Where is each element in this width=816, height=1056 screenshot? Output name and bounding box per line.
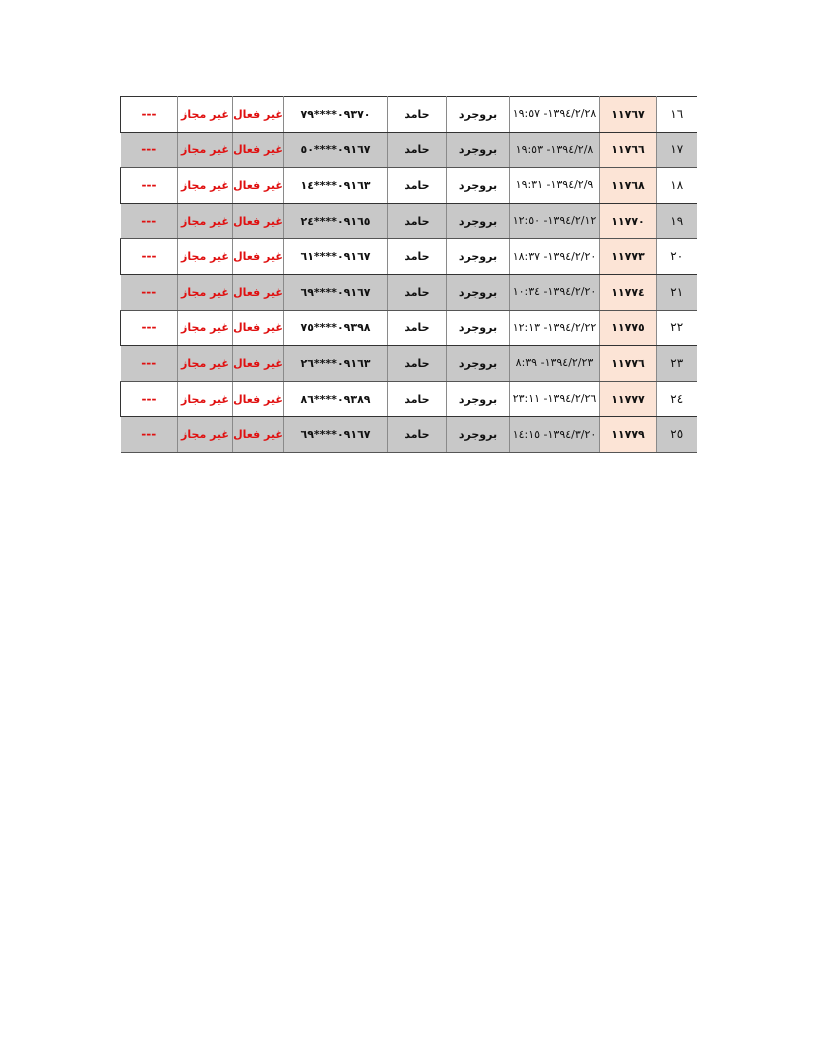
datetime-cell: ١٣٩٤/٢/٢٣- ٨:٣٩ [510, 346, 600, 382]
code-cell: ١١٧٧٩ [600, 417, 657, 453]
phone-cell: ٠٩١٦٧****٦١ [284, 239, 388, 275]
extra-cell: --- [121, 239, 178, 275]
row-index-cell: ٢٥ [657, 417, 697, 453]
table-row [121, 417, 697, 453]
city-cell: بروجرد [447, 132, 510, 168]
datetime-cell: ١٣٩٤/٢/٢٢- ١٢:١٣ [510, 310, 600, 346]
extra-cell: --- [121, 203, 178, 239]
records-table [120, 96, 697, 453]
code-cell: ١١٧٧٥ [600, 310, 657, 346]
permit-status-cell: غير مجاز [178, 417, 233, 453]
code-cell: ١١٧٦٨ [600, 168, 657, 204]
city-cell: بروجرد [447, 239, 510, 275]
datetime-cell: ١٣٩٤/٢/٩- ١٩:٣١ [510, 168, 600, 204]
datetime-cell: ١٣٩٤/٢/١٢- ١٢:٥٠ [510, 203, 600, 239]
permit-status-cell: غير مجاز [178, 132, 233, 168]
active-status-cell: غير فعال [233, 239, 284, 275]
phone-cell: ٠٩٣٩٨****٧٥ [284, 310, 388, 346]
name-cell: حامد [388, 239, 447, 275]
table-row [121, 381, 697, 417]
permit-status-cell: غير مجاز [178, 381, 233, 417]
code-cell: ١١٧٧٠ [600, 203, 657, 239]
name-cell: حامد [388, 168, 447, 204]
extra-cell: --- [121, 417, 178, 453]
name-cell: حامد [388, 274, 447, 310]
code-cell: ١١٧٧٤ [600, 274, 657, 310]
row-index-cell: ١٦ [657, 97, 697, 133]
datetime-cell: ١٣٩٤/٢/٢٦- ٢٣:١١ [510, 381, 600, 417]
table-row [121, 132, 697, 168]
active-status-cell: غير فعال [233, 310, 284, 346]
city-cell: بروجرد [447, 97, 510, 133]
code-cell: ١١٧٧٧ [600, 381, 657, 417]
active-status-cell: غير فعال [233, 132, 284, 168]
datetime-cell: ١٣٩٤/٣/٢٠- ١٤:١٥ [510, 417, 600, 453]
row-index-cell: ٢٣ [657, 346, 697, 382]
row-index-cell: ٢٠ [657, 239, 697, 275]
name-cell: حامد [388, 132, 447, 168]
records-table-body [121, 97, 697, 453]
datetime-cell: ١٣٩٤/٢/٢٠- ١٨:٣٧ [510, 239, 600, 275]
active-status-cell: غير فعال [233, 417, 284, 453]
extra-cell: --- [121, 381, 178, 417]
extra-cell: --- [121, 310, 178, 346]
row-index-cell: ٢٤ [657, 381, 697, 417]
phone-cell: ٠٩١٦٣****٢٦ [284, 346, 388, 382]
table-row [121, 203, 697, 239]
phone-cell: ٠٩١٦٧****٦٩ [284, 274, 388, 310]
table-row [121, 274, 697, 310]
name-cell: حامد [388, 381, 447, 417]
phone-cell: ٠٩١٦٣****١٤ [284, 168, 388, 204]
name-cell: حامد [388, 417, 447, 453]
active-status-cell: غير فعال [233, 97, 284, 133]
permit-status-cell: غير مجاز [178, 239, 233, 275]
name-cell: حامد [388, 203, 447, 239]
name-cell: حامد [388, 346, 447, 382]
phone-cell: ٠٩٣٨٩****٨٦ [284, 381, 388, 417]
city-cell: بروجرد [447, 203, 510, 239]
row-index-cell: ٢٢ [657, 310, 697, 346]
code-cell: ١١٧٧٣ [600, 239, 657, 275]
row-index-cell: ٢١ [657, 274, 697, 310]
table-row [121, 168, 697, 204]
extra-cell: --- [121, 168, 178, 204]
permit-status-cell: غير مجاز [178, 346, 233, 382]
datetime-cell: ١٣٩٤/٢/٨- ١٩:٥٣ [510, 132, 600, 168]
city-cell: بروجرد [447, 417, 510, 453]
permit-status-cell: غير مجاز [178, 168, 233, 204]
phone-cell: ٠٩٣٧٠****٧٩ [284, 97, 388, 133]
active-status-cell: غير فعال [233, 203, 284, 239]
name-cell: حامد [388, 310, 447, 346]
records-table-container [120, 96, 696, 453]
active-status-cell: غير فعال [233, 168, 284, 204]
phone-cell: ٠٩١٦٧****٥٠ [284, 132, 388, 168]
extra-cell: --- [121, 97, 178, 133]
row-index-cell: ١٨ [657, 168, 697, 204]
permit-status-cell: غير مجاز [178, 310, 233, 346]
city-cell: بروجرد [447, 346, 510, 382]
row-index-cell: ١٧ [657, 132, 697, 168]
extra-cell: --- [121, 132, 178, 168]
code-cell: ١١٧٧٦ [600, 346, 657, 382]
code-cell: ١١٧٦٧ [600, 97, 657, 133]
table-row [121, 97, 697, 133]
table-row [121, 239, 697, 275]
city-cell: بروجرد [447, 168, 510, 204]
active-status-cell: غير فعال [233, 381, 284, 417]
table-row [121, 310, 697, 346]
table-row [121, 346, 697, 382]
city-cell: بروجرد [447, 310, 510, 346]
code-cell: ١١٧٦٦ [600, 132, 657, 168]
city-cell: بروجرد [447, 381, 510, 417]
datetime-cell: ١٣٩٤/٢/٢٠- ١٠:٣٤ [510, 274, 600, 310]
extra-cell: --- [121, 274, 178, 310]
permit-status-cell: غير مجاز [178, 274, 233, 310]
active-status-cell: غير فعال [233, 346, 284, 382]
city-cell: بروجرد [447, 274, 510, 310]
datetime-cell: ١٣٩٤/٢/٢٨- ١٩:٥٧ [510, 97, 600, 133]
permit-status-cell: غير مجاز [178, 97, 233, 133]
extra-cell: --- [121, 346, 178, 382]
permit-status-cell: غير مجاز [178, 203, 233, 239]
phone-cell: ٠٩١٦٧****٦٩ [284, 417, 388, 453]
active-status-cell: غير فعال [233, 274, 284, 310]
name-cell: حامد [388, 97, 447, 133]
row-index-cell: ١٩ [657, 203, 697, 239]
phone-cell: ٠٩١٦٥****٢٤ [284, 203, 388, 239]
